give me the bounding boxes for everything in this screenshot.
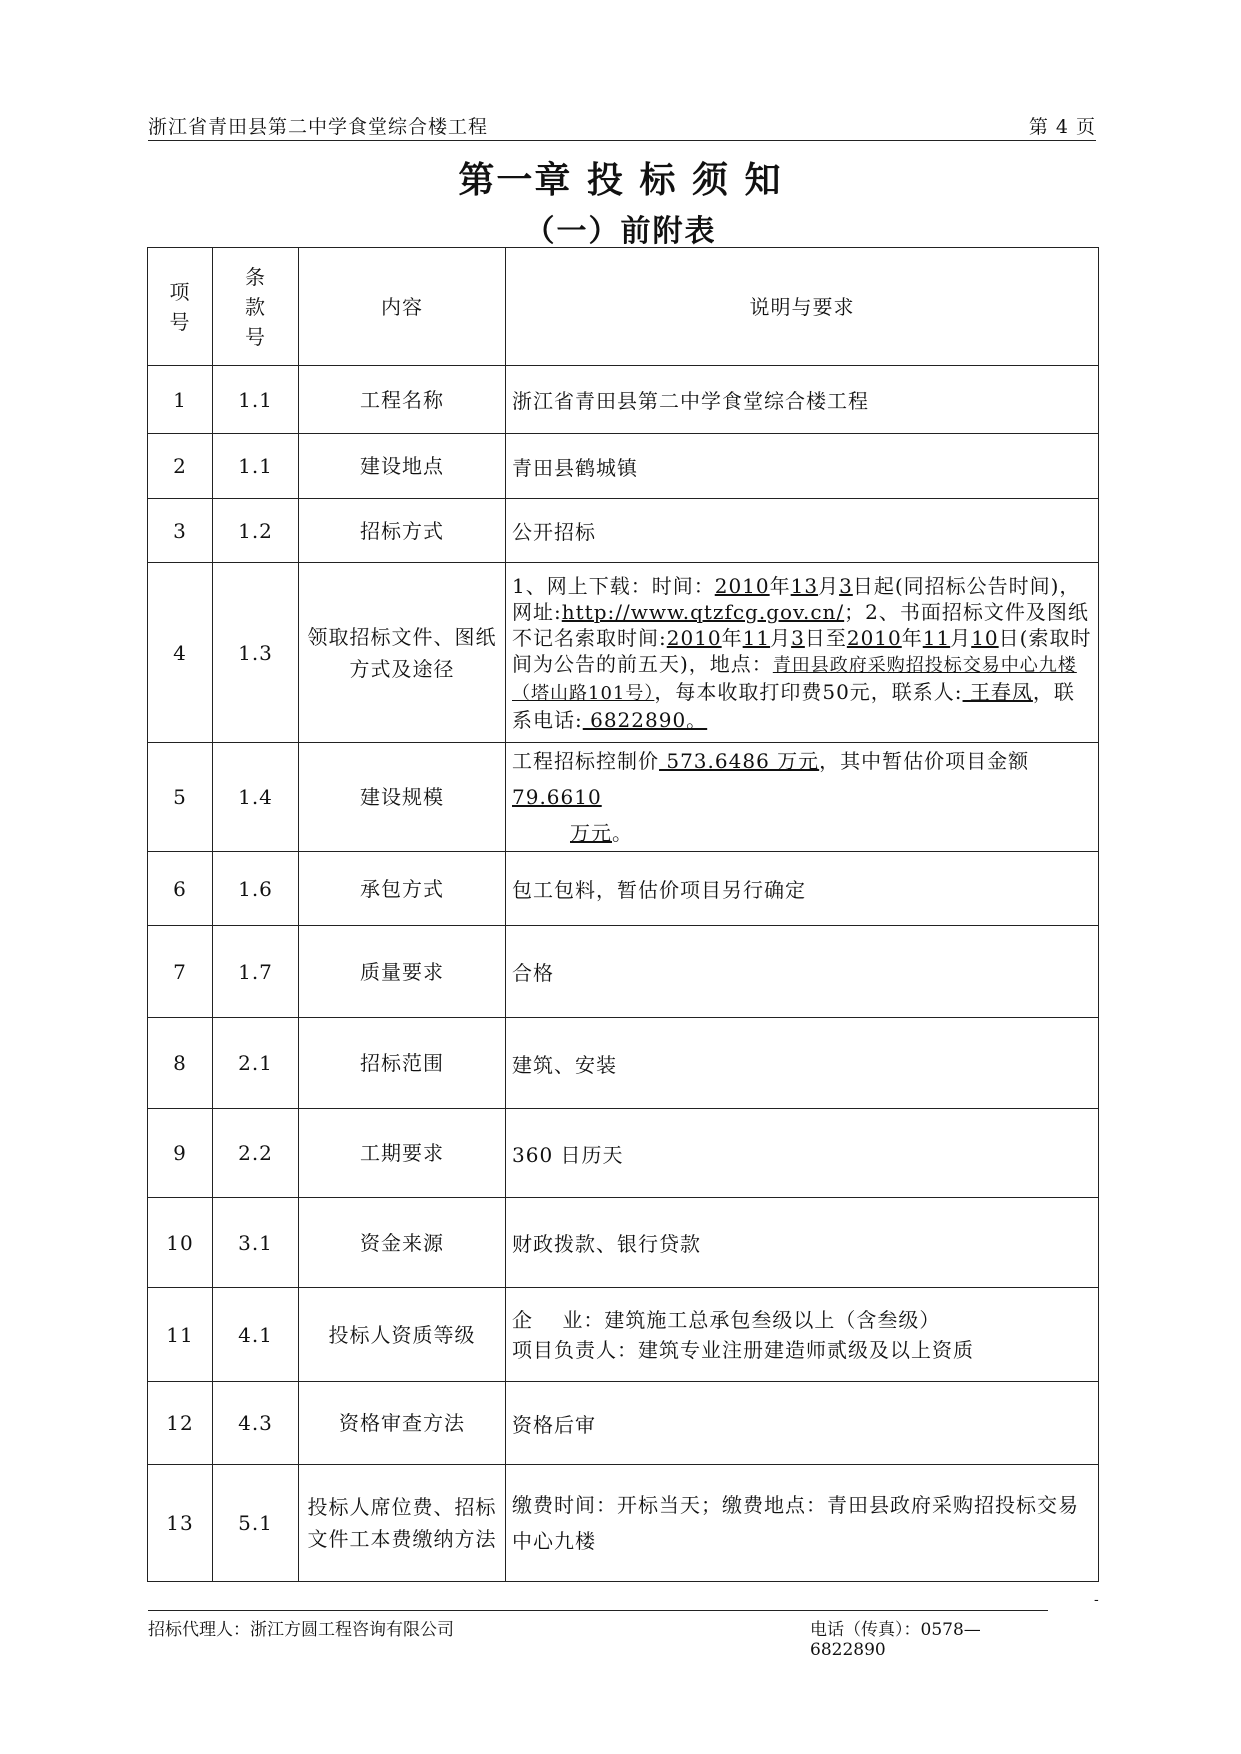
row-clause: 2.1 bbox=[213, 1018, 299, 1109]
section-title: （一）前附表 bbox=[524, 214, 717, 249]
row-description: 企 业：建筑施工总承包叁级以上（含叁级） 项目负责人：建筑专业注册建造师贰级及以上资质 bbox=[506, 1288, 1099, 1382]
row-description: 公开招标 bbox=[506, 499, 1099, 563]
row-clause: 1.2 bbox=[213, 499, 299, 563]
row-content: 工程名称 bbox=[299, 366, 506, 434]
footer-mark: - bbox=[1094, 1592, 1099, 1608]
row-no: 11 bbox=[148, 1288, 213, 1382]
table-row bbox=[148, 499, 1099, 563]
row-description: 包工包料，暂估价项目另行确定 bbox=[506, 852, 1099, 926]
header-content: 内容 bbox=[299, 248, 506, 366]
row-no: 8 bbox=[148, 1018, 213, 1109]
row-content: 投标人席位费、招标文件工本费缴纳方法 bbox=[299, 1465, 506, 1582]
table-row bbox=[148, 743, 1099, 852]
table-row bbox=[148, 1288, 1099, 1382]
row-content: 建设规模 bbox=[299, 743, 506, 852]
row-clause: 1.1 bbox=[213, 434, 299, 499]
header-item-no: 项 号 bbox=[148, 248, 213, 366]
row-description: 缴费时间：开标当天；缴费地点：青田县政府采购招投标交易中心九楼 bbox=[506, 1465, 1099, 1582]
row-no: 10 bbox=[148, 1198, 213, 1288]
chapter-title: 第一章 投 标 须 知 bbox=[458, 159, 783, 201]
row-no: 13 bbox=[148, 1465, 213, 1582]
row-no: 1 bbox=[148, 366, 213, 434]
row-clause: 1.6 bbox=[213, 852, 299, 926]
row-content: 资金来源 bbox=[299, 1198, 506, 1288]
row-clause: 1.7 bbox=[213, 926, 299, 1018]
row-content: 质量要求 bbox=[299, 926, 506, 1018]
row-content: 建设地点 bbox=[299, 434, 506, 499]
row-clause: 2.2 bbox=[213, 1109, 299, 1198]
row-clause: 1.4 bbox=[213, 743, 299, 852]
front-schedule-table bbox=[147, 247, 1099, 1582]
row-content: 工期要求 bbox=[299, 1109, 506, 1198]
row-no: 9 bbox=[148, 1109, 213, 1198]
page-footer bbox=[148, 1610, 1048, 1660]
row-description: 1、网上下载：时间：2010年13月3日起(同招标公告时间)，网址:http://www.qtzfcg.gov.cn/；2、书面招标文件及图纸不记名索取时间:2010年11月3日至2010年11月10日(索取时间为公告的前五天)，地点：青田县政府采购招投标交易中心九楼（塔山路101号），每本收取打印费50元，联系人: 王春凤，联系电话: 6822890。 bbox=[506, 563, 1099, 743]
row-content: 承包方式 bbox=[299, 852, 506, 926]
row-clause: 1.3 bbox=[213, 563, 299, 743]
row-clause: 3.1 bbox=[213, 1198, 299, 1288]
row-content: 资格审查方法 bbox=[299, 1382, 506, 1465]
row-clause: 4.3 bbox=[213, 1382, 299, 1465]
row-no: 2 bbox=[148, 434, 213, 499]
table-row bbox=[148, 1382, 1099, 1465]
row-content: 招标范围 bbox=[299, 1018, 506, 1109]
header-project-name: 浙江省青田县第二中学食堂综合楼工程 bbox=[148, 116, 489, 138]
table-row bbox=[148, 1198, 1099, 1288]
table-row bbox=[148, 366, 1099, 434]
row-description: 工程招标控制价 573.6486 万元，其中暂估价项目金额 79.6610 万元。 bbox=[506, 743, 1099, 852]
table-row bbox=[148, 926, 1099, 1018]
row-no: 12 bbox=[148, 1382, 213, 1465]
footer-agent: 招标代理人：浙江方圆工程咨询有限公司 bbox=[148, 1620, 454, 1640]
row-description: 360 日历天 bbox=[506, 1109, 1099, 1198]
row-description: 资格后审 bbox=[506, 1382, 1099, 1465]
row-no: 4 bbox=[148, 563, 213, 743]
page-header bbox=[148, 112, 1096, 141]
table-row bbox=[148, 1465, 1099, 1582]
header-clause-no: 条 款 号 bbox=[213, 248, 299, 366]
footer-phone: 电话（传真）：0578—6822890 bbox=[810, 1620, 981, 1660]
row-clause: 4.1 bbox=[213, 1288, 299, 1382]
row-description: 浙江省青田县第二中学食堂综合楼工程 bbox=[506, 366, 1099, 434]
table-row bbox=[148, 1109, 1099, 1198]
row-description: 建筑、安装 bbox=[506, 1018, 1099, 1109]
row-content: 投标人资质等级 bbox=[299, 1288, 506, 1382]
table-row bbox=[148, 1018, 1099, 1109]
row-no: 5 bbox=[148, 743, 213, 852]
row-clause: 1.1 bbox=[213, 366, 299, 434]
row-clause: 5.1 bbox=[213, 1465, 299, 1582]
row-no: 3 bbox=[148, 499, 213, 563]
row-no: 6 bbox=[148, 852, 213, 926]
row-no: 7 bbox=[148, 926, 213, 1018]
row-description: 青田县鹤城镇 bbox=[506, 434, 1099, 499]
row-content: 领取招标文件、图纸方式及途径 bbox=[299, 563, 506, 743]
row-description: 合格 bbox=[506, 926, 1099, 1018]
table-row bbox=[148, 434, 1099, 499]
header-page-number: 第 4 页 bbox=[1028, 116, 1096, 138]
table-row bbox=[148, 563, 1099, 743]
header-description: 说明与要求 bbox=[506, 248, 1099, 366]
row-content: 招标方式 bbox=[299, 499, 506, 563]
table-row bbox=[148, 852, 1099, 926]
row-description: 财政拨款、银行贷款 bbox=[506, 1198, 1099, 1288]
table-header-row bbox=[148, 248, 1099, 366]
download-url-link[interactable]: http://www.qtzfcg.gov.cn/ bbox=[561, 599, 845, 624]
